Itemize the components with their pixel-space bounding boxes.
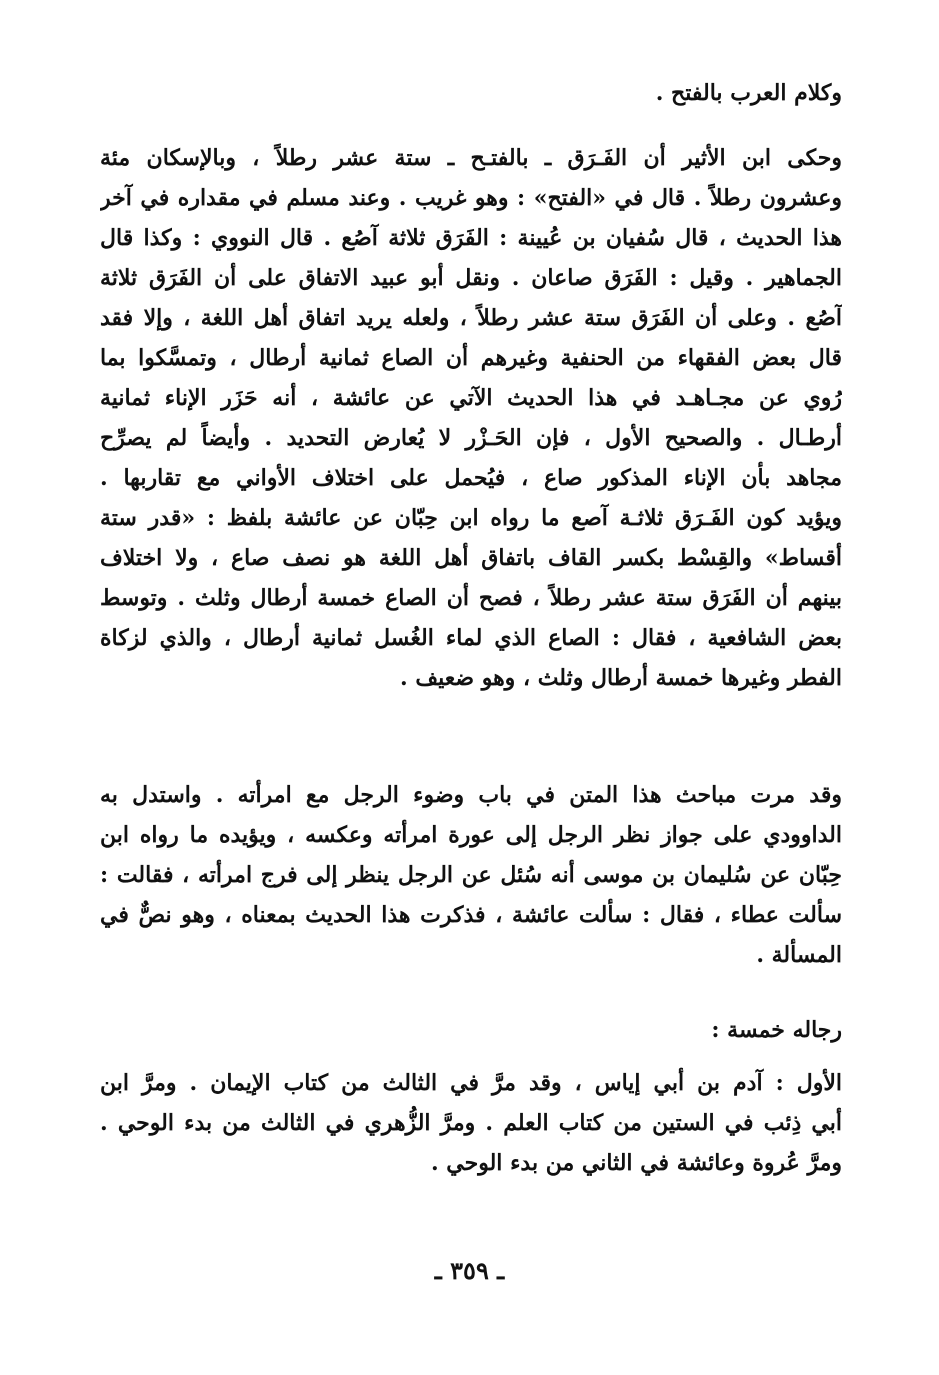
- text-line: أرطـال . والصحيح الأول ، فإن الحَـزْر لا يُعارض التحديد . وأيضاً لم يصرِّح: [100, 425, 842, 451]
- text-line: سألت عطاء ، فقال : سألت عائشة ، فذكرت هذا الحديث بمعناه ، وهو نصٌّ في: [100, 902, 842, 928]
- narrators-heading: [100, 1010, 842, 1050]
- text-line: أبي ذِئب في الستين من كتاب العلم . ومرَّ الزُّهري في الثالث من بدء الوحي .: [100, 1110, 842, 1136]
- text-line: وعشرون رطلاً . قال في «الفتح» : وهو غريب . وعند مسلم في مقداره في آخر: [100, 185, 842, 211]
- text-line: ومرَّ عُروة وعائشة في الثاني من بدء الوحي .: [430, 1150, 842, 1176]
- text-line: رُوي عن مجـاهـد في هذا الحديث الآتي عن عائشة ، أنه حَزَر الإناء ثمانية: [100, 385, 842, 411]
- text-line: ويؤيد كون الفَـرَق ثلاثـة آصع ما رواه ابن حِبّان عن عائشة بلفظ : «قدر ستة: [100, 505, 842, 531]
- text-line: الفطر وغيرها خمسة أرطال وثلث ، وهو ضعيف .: [400, 665, 842, 691]
- first-label: الأول :: [775, 1070, 842, 1096]
- text-line: آصُع . وعلى أن الفَرَق ستة عشر رطلاً ، ولعله يريد اتفاق أهل اللغة ، وإلا فقد: [100, 305, 842, 331]
- text-line: الداوودي على جواز نظر الرجل إلى عورة امرأته وعكسه ، ويؤيده ما رواه ابن: [100, 822, 842, 848]
- section-heading: رجاله خمسة :: [711, 1017, 842, 1043]
- paragraph-1: [100, 138, 842, 698]
- text-line: الجماهير . وقيل : الفَرَق صاعان . ونقل أبو عبيد الاتفاق على أن الفَرَق ثلاثة: [100, 265, 842, 291]
- paragraph-2: [100, 775, 842, 975]
- text-line: المسألة .: [756, 942, 842, 968]
- text-line: حِبّان عن سُليمان بن موسى أنه سُئل عن الرجل ينظر إلى فرج امرأته ، فقالت :: [100, 862, 842, 888]
- text-line: وكلام العرب بالفتح .: [655, 80, 842, 106]
- text-line: أقساط» والقِسْط بكسر القاف باتفاق أهل اللغة هو نصف صاع ، ولا اختلاف: [100, 545, 842, 571]
- text-line: بعض الشافعية ، فقال : الصاع الذي لماء الغُسل ثمانية أرطال ، والذي لزكاة: [100, 625, 842, 651]
- opening-line: [100, 73, 842, 113]
- page-number: ـ ٣٥٩ ـ: [434, 1256, 505, 1285]
- text-line: وقد مرت مباحث هذا المتن في باب وضوء الرجل مع امرأته . واستدل به: [100, 782, 842, 808]
- first-rest: آدم بن أبي إياس ، وقد مرَّ في الثالث من كتاب الإيمان . ومرَّ ابن: [100, 1070, 763, 1096]
- paragraph-3: [100, 1063, 842, 1183]
- text-line: بينهم أن الفَرَق ستة عشر رطلاً ، فصح أن الصاع خمسة أرطال وثلث . وتوسط: [100, 585, 842, 611]
- text-line: قال بعض الفقهاء من الحنفية وغيرهم أن الصاع ثمانية أرطال ، وتمسَّكوا بما: [100, 345, 842, 371]
- text-line: [100, 1063, 842, 1103]
- text-line: وحكى ابن الأثير أن الفَـرَق ـ بالفتـح ـ ستة عشر رطلاً ، وبالإسكان مئة: [100, 145, 842, 171]
- text-line: هذا الحديث ، قال سُفيان بن عُيينة : الفَرَق ثلاثة آصُع . قال النووي : وكذا قال: [100, 225, 842, 251]
- text-line: مجاهد بأن الإناء المذكور صاع ، فيُحمل على اختلاف الأواني مع تقاربها .: [100, 465, 842, 491]
